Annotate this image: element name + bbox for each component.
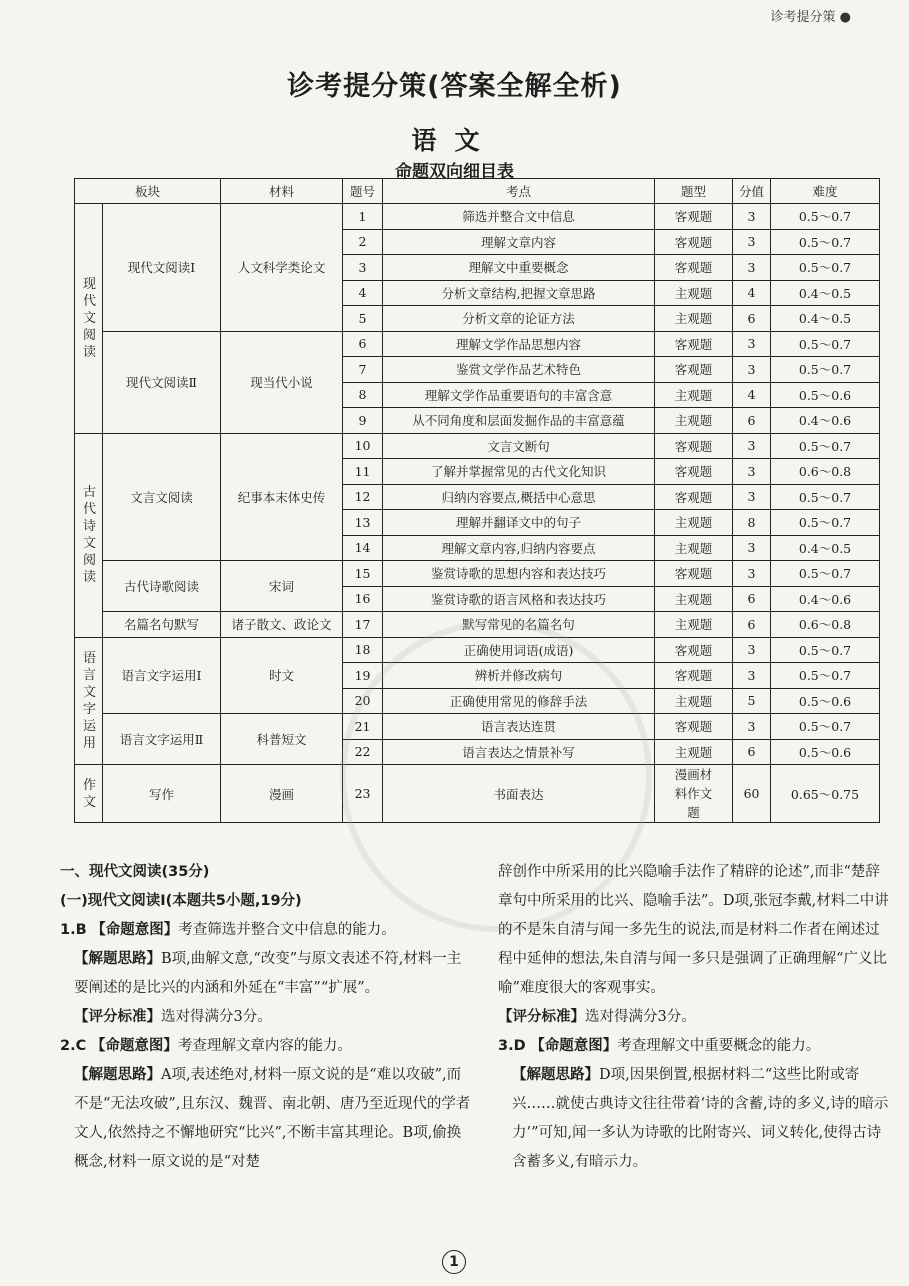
- row-type: 主观题: [655, 382, 733, 408]
- row-number: 11: [343, 459, 383, 485]
- row-point: 筛选并整合文中信息: [383, 204, 655, 230]
- row-number: 6: [343, 331, 383, 357]
- row-difficulty: 0.5～0.7: [771, 357, 880, 383]
- header-difficulty: 难度: [771, 179, 880, 204]
- page-title: 诊考提分策(答案全解全析): [287, 71, 622, 102]
- row-score: 8: [733, 510, 771, 536]
- intent-text: 考查理解文中重要概念的能力。: [617, 1038, 821, 1054]
- row-number: 8: [343, 382, 383, 408]
- intent-tag: 【命题意图】: [90, 1038, 178, 1054]
- row-score: 3: [733, 357, 771, 383]
- row-point: 辨析并修改病句: [383, 663, 655, 689]
- answer-1-intent: [60, 916, 475, 945]
- answers-right-column: [498, 858, 893, 1177]
- section-language-use: 语言文字运用: [75, 637, 103, 765]
- row-point: 理解文章内容,归纳内容要点: [383, 535, 655, 561]
- row-score: 3: [733, 459, 771, 485]
- row-type: 客观题: [655, 229, 733, 255]
- idea-text: B项,曲解文意,“改变”与原文表述不符,材料一主要阐述的是比兴的内涵和外延在“丰富”“扩展”。: [74, 951, 462, 996]
- idea-text-left: A项,表述绝对,材料一原文说的是“难以攻破”,而不是“无法攻破”,且东汉、魏晋、南北朝、唐乃至近现代的学者文人,依然持之不懈地研究“比兴”,不断丰富其理论。B项,偷换概念,材料一原文说的是“对楚: [74, 1067, 471, 1170]
- row-difficulty: 0.6～0.8: [771, 459, 880, 485]
- answer-1-idea: [60, 945, 475, 1003]
- row-score: 3: [733, 714, 771, 740]
- answer-3-idea: [498, 1061, 893, 1177]
- row-point: 书面表达: [383, 765, 655, 823]
- material-cell: 时文: [221, 637, 343, 714]
- row-difficulty: 0.5～0.7: [771, 714, 880, 740]
- row-difficulty: 0.5～0.7: [771, 255, 880, 281]
- row-number: 18: [343, 637, 383, 663]
- row-score: 3: [733, 331, 771, 357]
- material-cell: 宋词: [221, 561, 343, 612]
- row-number: 3: [343, 255, 383, 281]
- intent-tag: 【命题意图】: [91, 922, 179, 938]
- row-type: 客观题: [655, 331, 733, 357]
- row-point: 文言文断句: [383, 433, 655, 459]
- row-point: 鉴赏诗歌的语言风格和表达技巧: [383, 586, 655, 612]
- table-row: [75, 433, 880, 459]
- row-type: 客观题: [655, 484, 733, 510]
- material-cell: 人文科学类论文: [221, 204, 343, 332]
- row-type: 主观题: [655, 612, 733, 638]
- row-point: 理解文章内容: [383, 229, 655, 255]
- block-cell: 现代文阅读Ⅰ: [103, 204, 221, 332]
- row-type: 客观题: [655, 663, 733, 689]
- row-point: 鉴赏文学作品艺术特色: [383, 357, 655, 383]
- row-point: 从不同角度和层面发掘作品的丰富意蕴: [383, 408, 655, 434]
- header-block: 板块: [75, 179, 221, 204]
- row-number: 4: [343, 280, 383, 306]
- row-difficulty: 0.6～0.8: [771, 612, 880, 638]
- header-material: 材料: [221, 179, 343, 204]
- row-difficulty: 0.5～0.7: [771, 229, 880, 255]
- row-type: 主观题: [655, 535, 733, 561]
- table-row: [75, 561, 880, 587]
- header-score: 分值: [733, 179, 771, 204]
- idea-tag: 【解题思路】: [74, 951, 161, 967]
- row-type: 主观题: [655, 280, 733, 306]
- header-point: 考点: [383, 179, 655, 204]
- row-point: 理解并翻译文中的句子: [383, 510, 655, 536]
- row-number: 19: [343, 663, 383, 689]
- row-difficulty: 0.5～0.7: [771, 331, 880, 357]
- material-cell: 漫画: [221, 765, 343, 823]
- answer-1-score: [60, 1003, 475, 1032]
- row-difficulty: 0.5～0.6: [771, 739, 880, 765]
- header-type: 题型: [655, 179, 733, 204]
- row-difficulty: 0.5～0.7: [771, 433, 880, 459]
- row-score: 4: [733, 280, 771, 306]
- row-point: 鉴赏诗歌的思想内容和表达技巧: [383, 561, 655, 587]
- subject-heading: 语文: [411, 126, 498, 155]
- header-number: 题号: [343, 179, 383, 204]
- row-score: 3: [733, 255, 771, 281]
- idea-tag: 【解题思路】: [512, 1067, 599, 1083]
- row-score: 6: [733, 586, 771, 612]
- row-number: 2: [343, 229, 383, 255]
- material-cell: 纪事本末体史传: [221, 433, 343, 561]
- row-score: 3: [733, 204, 771, 230]
- row-number: 20: [343, 688, 383, 714]
- row-difficulty: 0.5～0.7: [771, 637, 880, 663]
- row-difficulty: 0.5～0.6: [771, 382, 880, 408]
- row-type: 客观题: [655, 637, 733, 663]
- table-title: 命题双向细目表: [395, 162, 514, 182]
- part-heading: 一、现代文阅读(35分): [60, 864, 210, 880]
- row-number: 23: [343, 765, 383, 823]
- row-difficulty: 0.5～0.7: [771, 663, 880, 689]
- row-number: 10: [343, 433, 383, 459]
- row-difficulty: 0.4～0.5: [771, 306, 880, 332]
- row-difficulty: 0.4～0.6: [771, 408, 880, 434]
- answers-left-column: [60, 858, 475, 1177]
- table-row: [75, 612, 880, 638]
- row-score: 5: [733, 688, 771, 714]
- row-difficulty: 0.65～0.75: [771, 765, 880, 823]
- row-type: 客观题: [655, 561, 733, 587]
- row-number: 15: [343, 561, 383, 587]
- row-number: 12: [343, 484, 383, 510]
- row-type: 漫画材料作文题: [655, 765, 733, 823]
- row-point: 默写常见的名篇名句: [383, 612, 655, 638]
- row-difficulty: 0.5～0.7: [771, 204, 880, 230]
- material-cell: 诸子散文、政论文: [221, 612, 343, 638]
- row-score: 4: [733, 382, 771, 408]
- row-point: 理解文学作品思想内容: [383, 331, 655, 357]
- row-score: 3: [733, 561, 771, 587]
- row-difficulty: 0.4～0.6: [771, 586, 880, 612]
- row-point: 理解文中重要概念: [383, 255, 655, 281]
- answer-2-intent: [60, 1032, 475, 1061]
- intent-text: 考查筛选并整合文中信息的能力。: [178, 922, 396, 938]
- row-number: 17: [343, 612, 383, 638]
- row-type: 客观题: [655, 357, 733, 383]
- row-type: 客观题: [655, 433, 733, 459]
- row-number: 21: [343, 714, 383, 740]
- subpart-heading: (一)现代文阅读Ⅰ(本题共5小题,19分): [60, 893, 302, 909]
- row-point: 理解文学作品重要语句的丰富含意: [383, 382, 655, 408]
- block-cell: 古代诗歌阅读: [103, 561, 221, 612]
- row-score: 6: [733, 408, 771, 434]
- material-cell: 科普短文: [221, 714, 343, 765]
- row-point: 分析文章结构,把握文章思路: [383, 280, 655, 306]
- row-type: 主观题: [655, 739, 733, 765]
- row-difficulty: 0.4～0.5: [771, 280, 880, 306]
- row-type: 主观题: [655, 688, 733, 714]
- answer-3-number: 3.D: [498, 1038, 526, 1054]
- material-cell: 现当代小说: [221, 331, 343, 433]
- block-cell: 语言文字运用Ⅱ: [103, 714, 221, 765]
- row-number: 1: [343, 204, 383, 230]
- score-tag: 【评分标准】: [498, 1009, 585, 1025]
- row-number: 13: [343, 510, 383, 536]
- row-score: 3: [733, 433, 771, 459]
- row-score: 3: [733, 663, 771, 689]
- row-type: 主观题: [655, 306, 733, 332]
- table-row: [75, 765, 880, 823]
- row-difficulty: 0.4～0.5: [771, 535, 880, 561]
- row-score: 60: [733, 765, 771, 823]
- section-modern-reading: 现代文阅读: [75, 204, 103, 434]
- answer-2-idea-continued: 辞创作中所采用的比兴隐喻手法作了精辟的论述”,而非“楚辞章句中所采用的比兴、隐喻手法”。D项,张冠李戴,材料二中讲的不是朱自清与闻一多先生的说法,而是材料二作者在阐述过程中延伸的想法,朱自清与闻一多只是强调了正确理解“广义比喻”难度很大的客观事实。: [498, 864, 889, 996]
- row-difficulty: 0.5～0.7: [771, 510, 880, 536]
- row-number: 5: [343, 306, 383, 332]
- section-writing: 作文: [75, 765, 103, 823]
- corner-brand: 诊考提分策 ●: [770, 10, 851, 25]
- score-text: 选对得满分3分。: [585, 1009, 696, 1025]
- answer-3-intent: [498, 1032, 893, 1061]
- row-score: 3: [733, 484, 771, 510]
- table-row: [75, 204, 880, 230]
- idea-tag: 【解题思路】: [74, 1067, 161, 1083]
- row-type: 客观题: [655, 714, 733, 740]
- row-type: 主观题: [655, 586, 733, 612]
- row-point: 正确使用词语(成语): [383, 637, 655, 663]
- row-type: 主观题: [655, 510, 733, 536]
- block-cell: 文言文阅读: [103, 433, 221, 561]
- row-difficulty: 0.5～0.6: [771, 688, 880, 714]
- row-number: 9: [343, 408, 383, 434]
- answer-2-idea-part: [60, 1061, 475, 1177]
- spec-table: [74, 178, 880, 823]
- row-type: 客观题: [655, 255, 733, 281]
- table-row: [75, 331, 880, 357]
- answer-2-score: [498, 1003, 893, 1032]
- answer-2-number: 2.C: [60, 1038, 87, 1054]
- block-cell: 语言文字运用Ⅰ: [103, 637, 221, 714]
- page-number: 1: [442, 1250, 466, 1274]
- row-point: 归纳内容要点,概括中心意思: [383, 484, 655, 510]
- answer-1-number: 1.B: [60, 922, 87, 938]
- row-number: 14: [343, 535, 383, 561]
- table-row: [75, 637, 880, 663]
- block-cell: 写作: [103, 765, 221, 823]
- row-point: 分析文章的论证方法: [383, 306, 655, 332]
- score-tag: 【评分标准】: [74, 1009, 161, 1025]
- row-difficulty: 0.5～0.7: [771, 484, 880, 510]
- row-point: 正确使用常见的修辞手法: [383, 688, 655, 714]
- row-number: 7: [343, 357, 383, 383]
- row-point: 了解并掌握常见的古代文化知识: [383, 459, 655, 485]
- row-type: 主观题: [655, 408, 733, 434]
- row-point: 语言表达连贯: [383, 714, 655, 740]
- row-point: 语言表达之情景补写: [383, 739, 655, 765]
- table-header-row: [75, 179, 880, 204]
- table-row: [75, 714, 880, 740]
- intent-tag: 【命题意图】: [530, 1038, 618, 1054]
- row-score: 6: [733, 306, 771, 332]
- section-classical-reading: 古代诗文阅读: [75, 433, 103, 637]
- row-difficulty: 0.5～0.7: [771, 561, 880, 587]
- row-score: 3: [733, 637, 771, 663]
- intent-text: 考查理解文章内容的能力。: [177, 1038, 352, 1054]
- score-text: 选对得满分3分。: [161, 1009, 272, 1025]
- row-number: 22: [343, 739, 383, 765]
- row-score: 3: [733, 535, 771, 561]
- block-cell: 名篇名句默写: [103, 612, 221, 638]
- row-score: 6: [733, 612, 771, 638]
- row-score: 6: [733, 739, 771, 765]
- row-score: 3: [733, 229, 771, 255]
- block-cell: 现代文阅读Ⅱ: [103, 331, 221, 433]
- idea-text: D项,因果倒置,根据材料二“这些比附或寄兴……就使古典诗文往往带着‘诗的含蓄,诗的多义,诗的暗示力’”可知,闻一多认为诗歌的比附寄兴、词义转化,使得古诗含蓄多义,有暗示力。: [512, 1067, 889, 1170]
- row-number: 16: [343, 586, 383, 612]
- row-type: 客观题: [655, 459, 733, 485]
- row-type: 客观题: [655, 204, 733, 230]
